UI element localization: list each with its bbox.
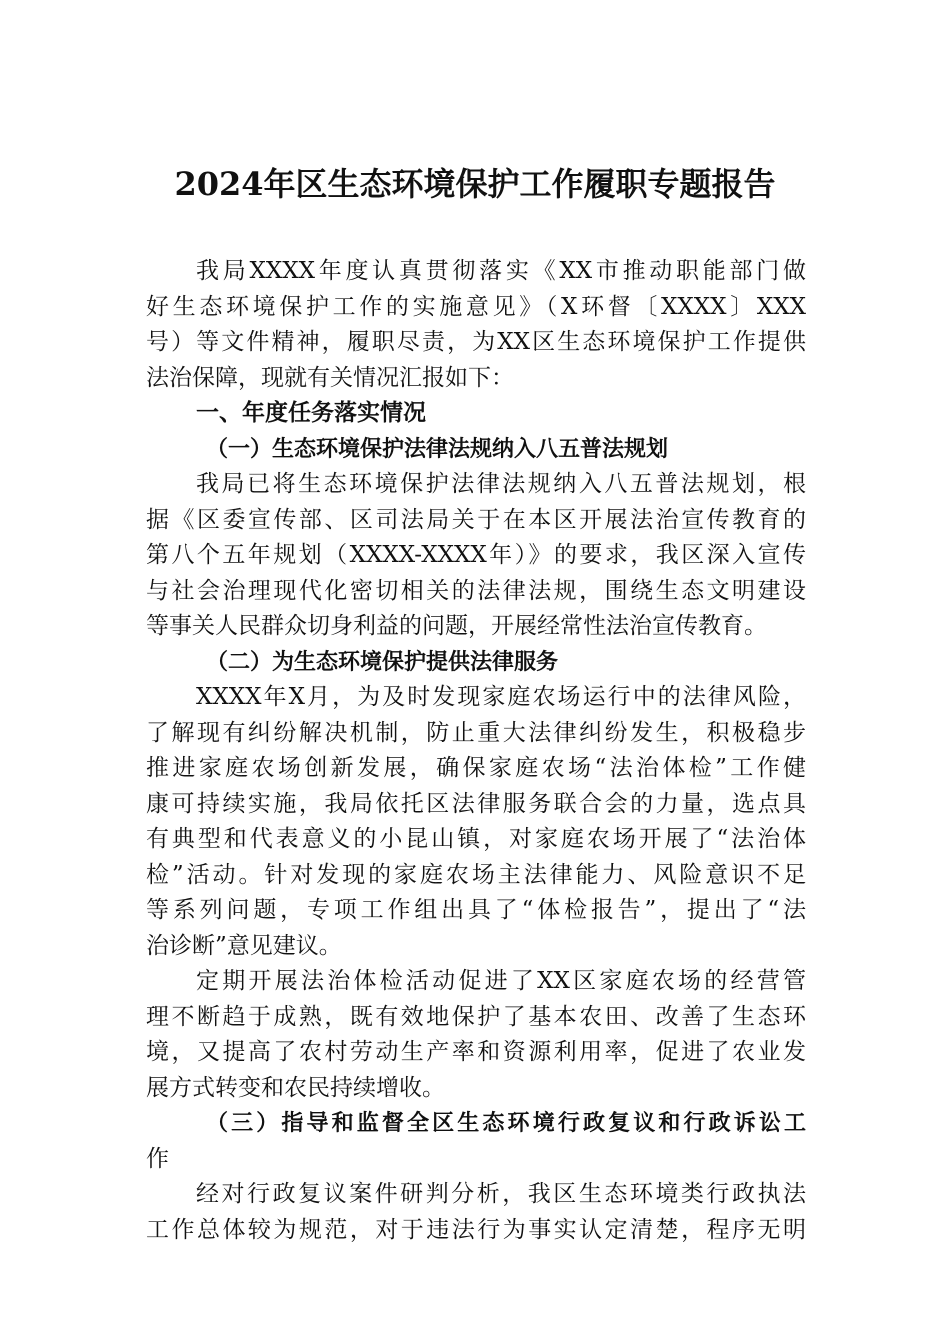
subsection-heading: （一）生态环境保护法律法规纳入八五普法规划 (206, 435, 669, 462)
paragraph-line: 等系列问题，专项工作组出具了“体检报告”，提出了“法 (146, 897, 806, 923)
paragraph-line: 展方式转变和农民持续增收。 (146, 1074, 445, 1101)
paragraph-line: XXXX年X月，为及时发现家庭农场运行中的法律风险， (196, 684, 806, 710)
paragraph-line: 好生态环境保护工作的实施意见》（X环督〔XXXX〕XXX (146, 293, 806, 320)
paragraph-line: 法治保障，现就有关情况汇报如下： (146, 364, 514, 391)
section-heading: 一、年度任务落实情况 (196, 400, 426, 426)
paragraph-line: 等事关人民群众切身利益的问题，开展经常性法治宣传教育。 (146, 613, 767, 639)
paragraph-line: 推进家庭农场创新发展，确保家庭农场“法治体检”工作健 (146, 755, 806, 781)
paragraph-line: 据《区委宣传部、区司法局关于在本区开展法治宣传教育的 (146, 506, 806, 533)
paragraph-line: 经对行政复议案件研判分析，我区生态环境类行政执法 (196, 1181, 806, 1207)
paragraph-line: 与社会治理现代化密切相关的法律法规，围绕生态文明建设 (146, 577, 806, 604)
paragraph-line: 第八个五年规划（XXXX-XXXX年）》的要求，我区深入宣传 (146, 542, 806, 568)
document-body (146, 254, 806, 1248)
paragraph-line: 检”活动。针对发现的家庭农场主法律能力、风险意识不足 (146, 861, 806, 888)
paragraph-line: 康可持续实施，我局依托区法律服务联合会的力量，选点具 (146, 790, 806, 817)
subsection-heading: （三）指导和监督全区生态环境行政复议和行政诉讼工 (206, 1110, 806, 1136)
paragraph-line: 治诊断”意见建议。 (146, 932, 342, 959)
paragraph-line: 理不断趋于成熟，既有效地保护了基本农田、改善了生态环 (146, 1003, 806, 1030)
paragraph-line: 了解现有纠纷解决机制，防止重大法律纠纷发生，积极稳步 (146, 719, 806, 746)
paragraph-line: 号）等文件精神，履职尽责，为XX区生态环境保护工作提供 (146, 329, 806, 355)
paragraph-line: 境，又提高了农村劳动生产率和资源利用率，促进了农业发 (146, 1039, 806, 1065)
paragraph-line: 有典型和代表意义的小昆山镇，对家庭农场开展了“法治体 (146, 826, 806, 852)
paragraph-line: 我局XXXX年度认真贯彻落实《XX市推动职能部门做 (196, 258, 806, 284)
document-title: 2024年区生态环境保护工作履职专题报告 (174, 165, 776, 203)
subsection-heading-continuation: 作 (146, 1145, 169, 1172)
paragraph-line: 工作总体较为规范，对于违法行为事实认定清楚，程序无明 (146, 1216, 806, 1243)
subsection-heading: （二）为生态环境保护提供法律服务 (206, 648, 559, 675)
paragraph-line: 我局已将生态环境保护法律法规纳入八五普法规划，根 (196, 471, 806, 497)
paragraph-line: 定期开展法治体检活动促进了XX区家庭农场的经营管 (196, 968, 806, 994)
